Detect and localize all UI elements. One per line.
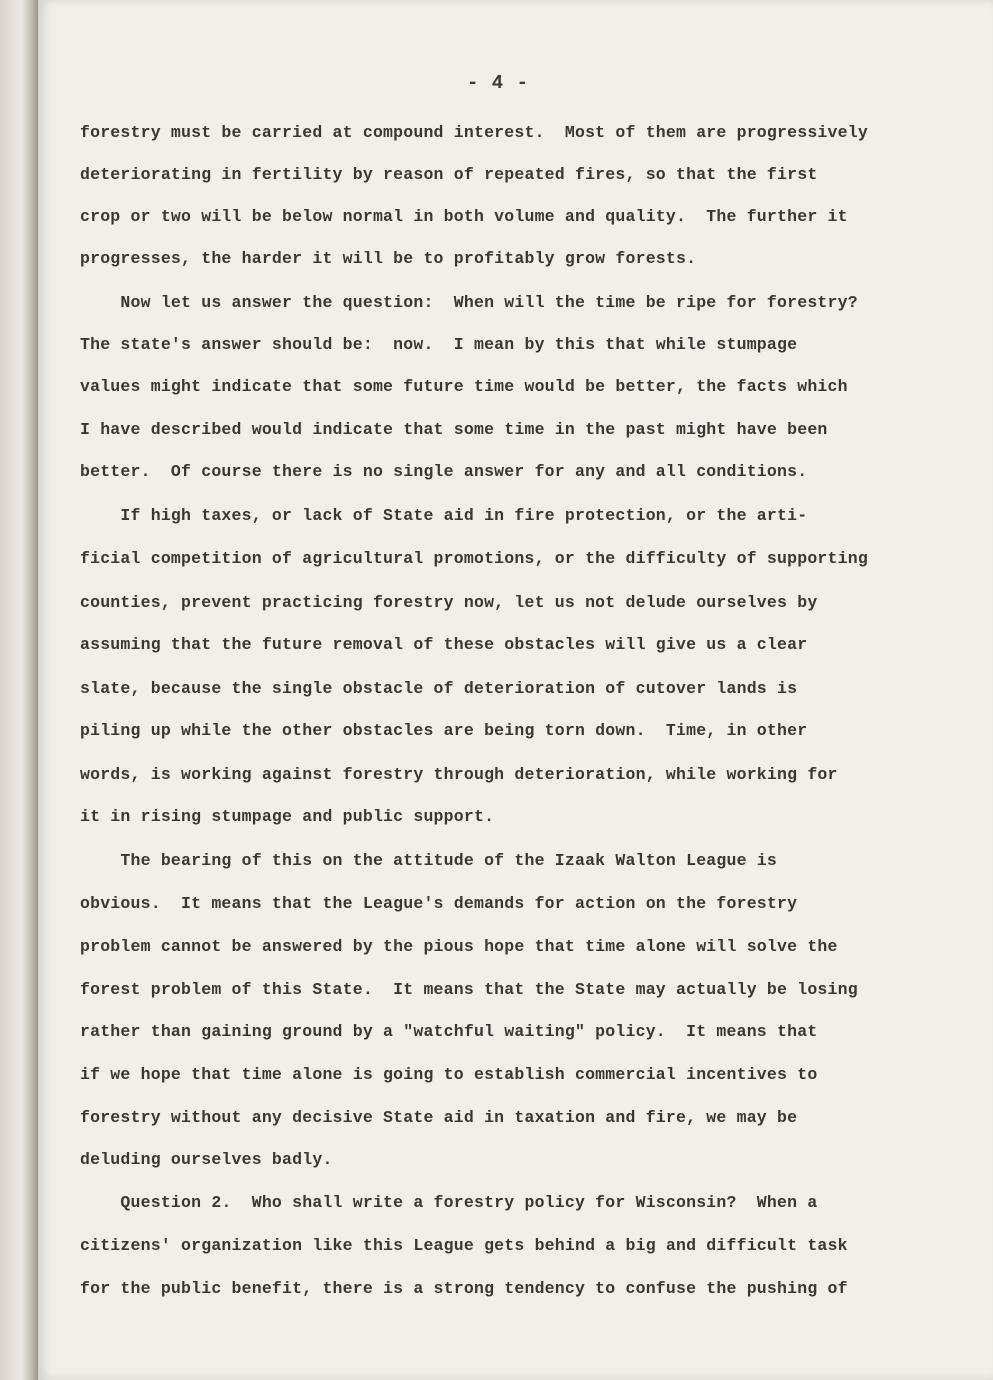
text-line: it in rising stumpage and public support.	[80, 807, 495, 826]
text-line: obvious. It means that the League's demands for action on the forestry	[80, 894, 798, 913]
text-line: deluding ourselves badly.	[80, 1150, 333, 1169]
text-line: if we hope that time alone is going to establish commercial incentives to	[80, 1065, 818, 1084]
text-line: for the public benefit, there is a strong tendency to confuse the pushing of	[80, 1279, 848, 1298]
typewritten-page	[38, 0, 993, 1380]
text-line: forestry must be carried at compound interest. Most of them are progressively	[80, 123, 868, 142]
book-binding-edge	[0, 0, 38, 1380]
text-line: slate, because the single obstacle of deterioration of cutover lands is	[80, 679, 798, 698]
text-line: deteriorating in fertility by reason of repeated fires, so that the first	[80, 165, 818, 184]
text-line: problem cannot be answered by the pious hope that time alone will solve the	[80, 937, 838, 956]
text-line: Now let us answer the question: When will the time be ripe for forestry?	[80, 293, 858, 312]
text-line: ficial competition of agricultural promotions, or the difficulty of supporting	[80, 549, 868, 568]
text-line: forest problem of this State. It means that the State may actually be losing	[80, 980, 858, 999]
text-line: better. Of course there is no single answer for any and all conditions.	[80, 462, 808, 481]
text-line: If high taxes, or lack of State aid in fire protection, or the arti-	[80, 506, 808, 525]
text-line: citizens' organization like this League gets behind a big and difficult task	[80, 1236, 848, 1255]
text-line: I have described would indicate that some time in the past might have been	[80, 420, 828, 439]
text-line: progresses, the harder it will be to profitably grow forests.	[80, 249, 697, 268]
text-line: rather than gaining ground by a "watchful waiting" policy. It means that	[80, 1022, 818, 1041]
text-line: values might indicate that some future time would be better, the facts which	[80, 377, 848, 396]
text-line: The state's answer should be: now. I mean by this that while stumpage	[80, 335, 798, 354]
page-number: - 4 -	[466, 72, 529, 94]
text-line: Question 2. Who shall write a forestry policy for Wisconsin? When a	[80, 1193, 818, 1212]
text-line: counties, prevent practicing forestry now, let us not delude ourselves by	[80, 593, 818, 612]
text-line: crop or two will be below normal in both volume and quality. The further it	[80, 207, 848, 226]
text-line: words, is working against forestry through deterioration, while working for	[80, 765, 838, 784]
text-line: forestry without any decisive State aid in taxation and fire, we may be	[80, 1108, 798, 1127]
text-line: piling up while the other obstacles are being torn down. Time, in other	[80, 721, 808, 740]
text-line: assuming that the future removal of these obstacles will give us a clear	[80, 635, 808, 654]
text-line: The bearing of this on the attitude of the Izaak Walton League is	[80, 851, 778, 870]
